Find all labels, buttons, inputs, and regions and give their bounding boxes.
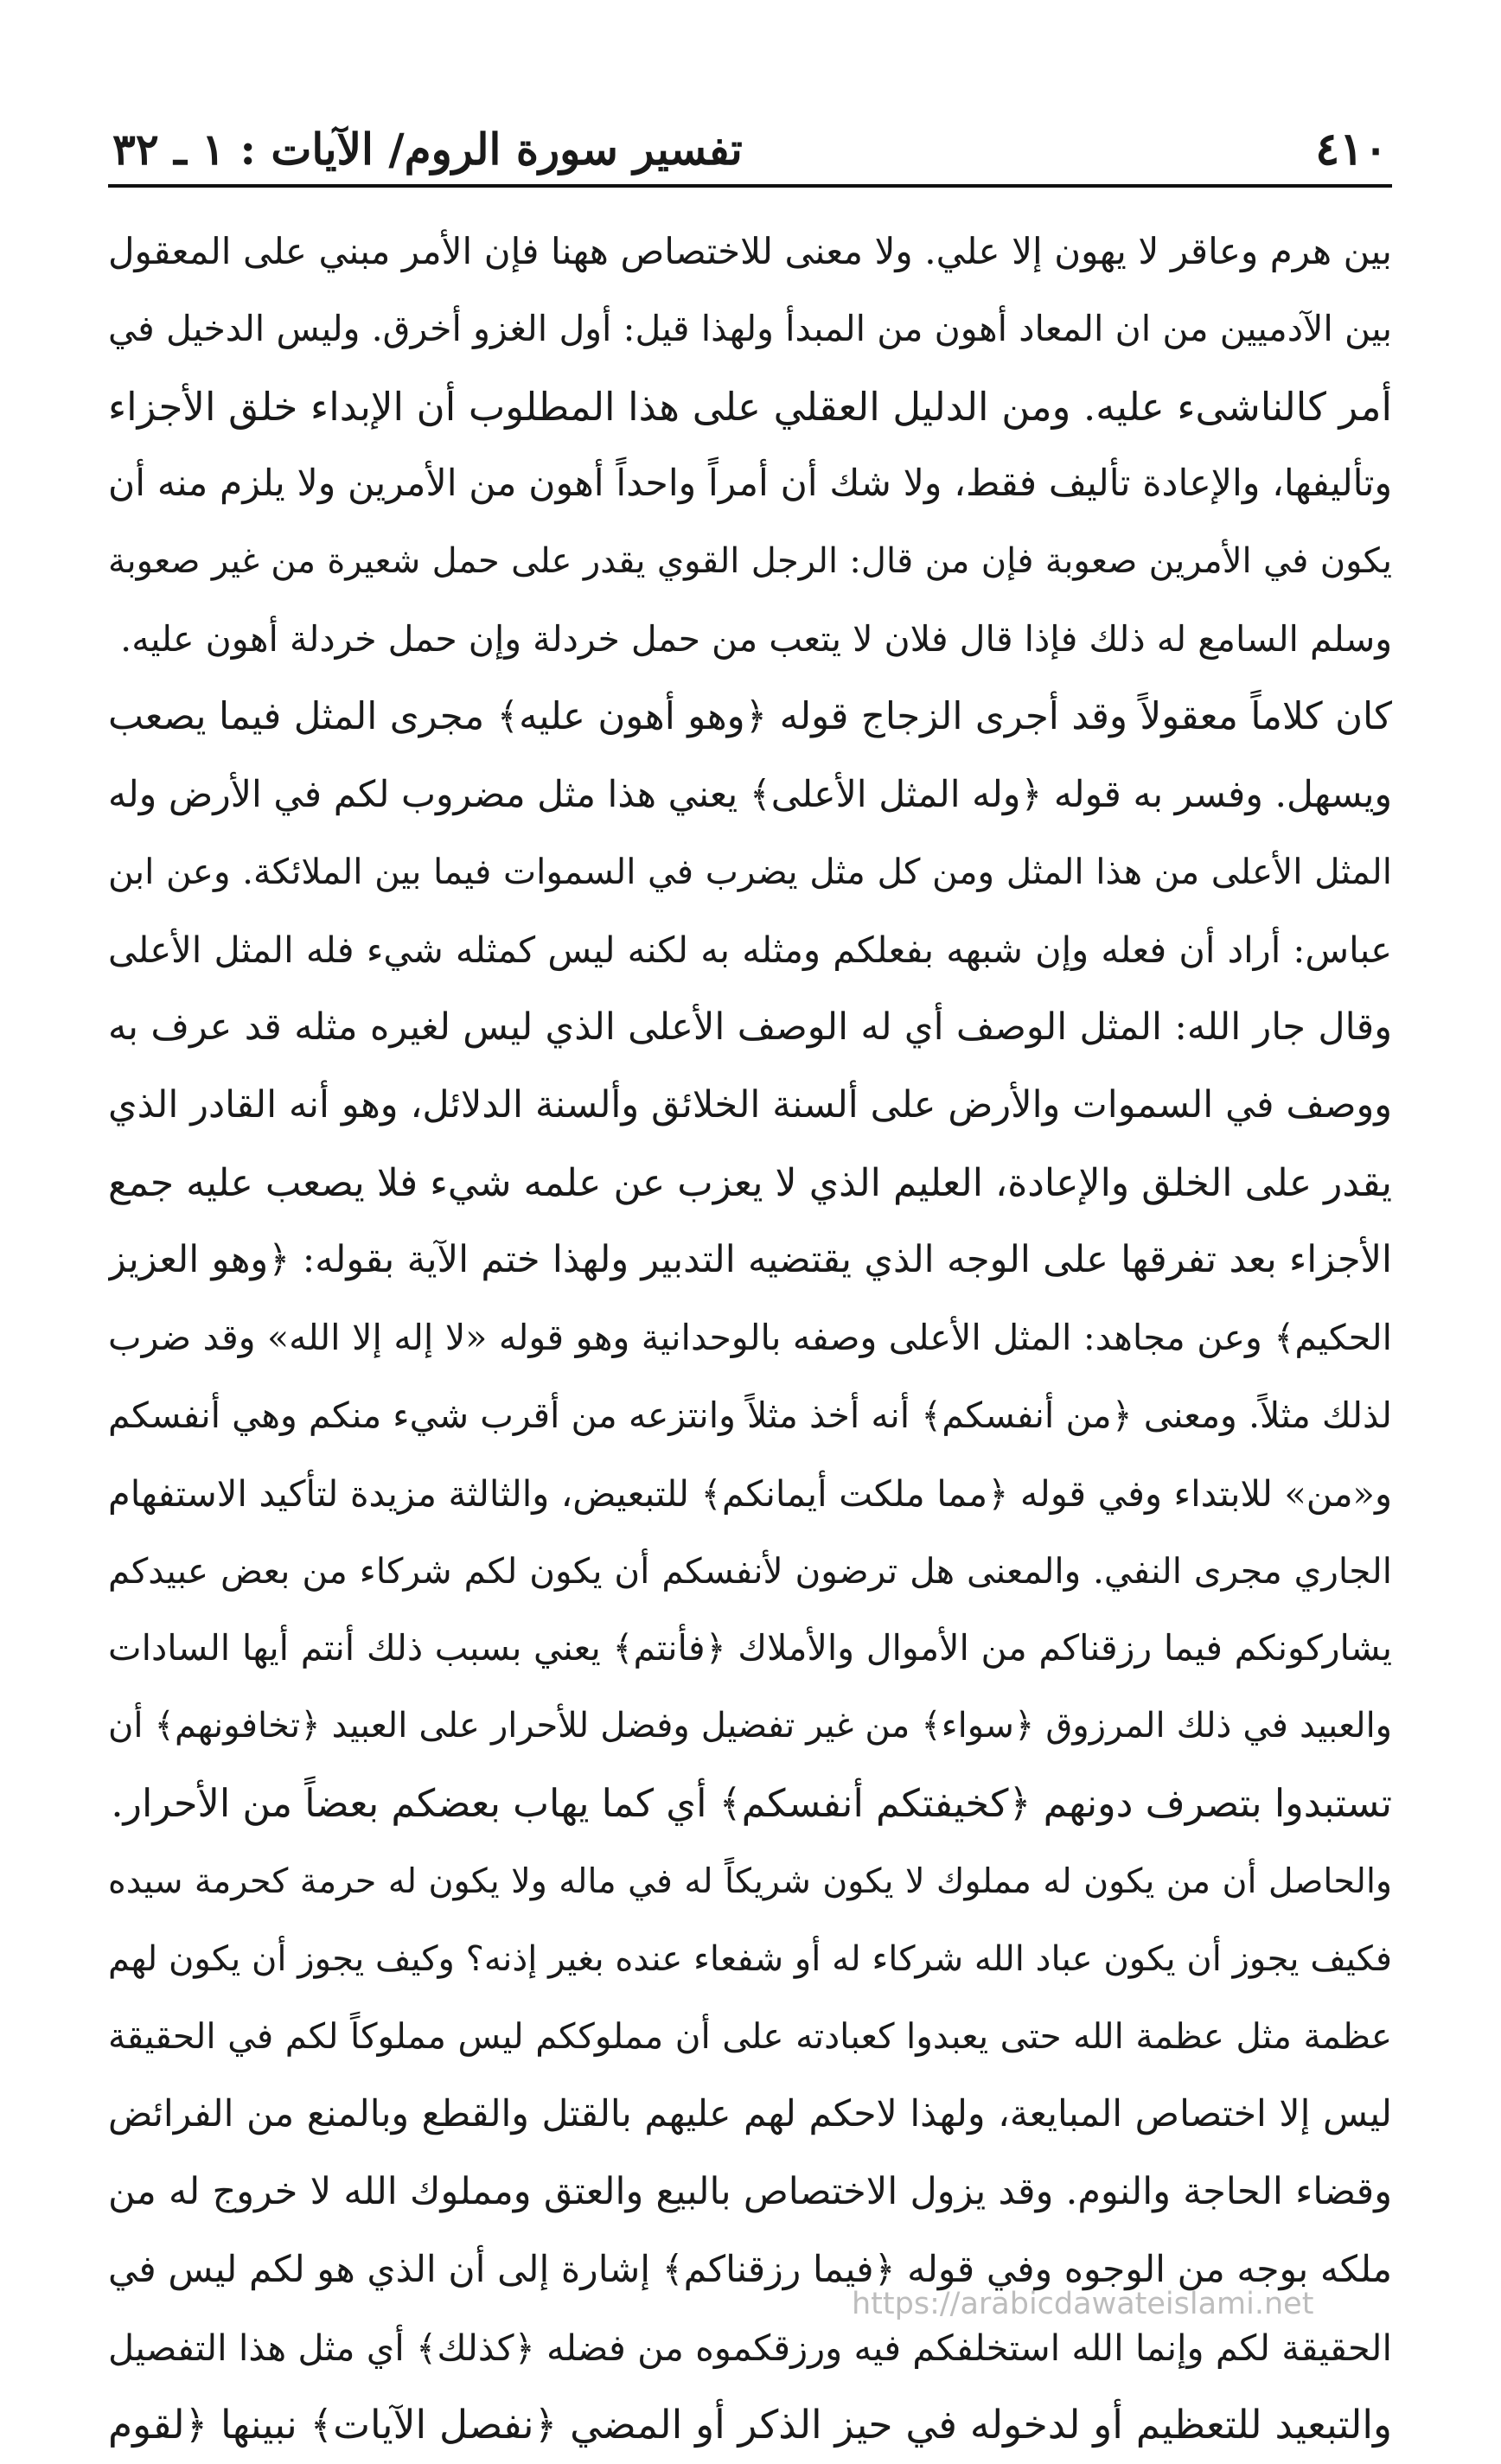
- text-line: يقدر على الخلق والإعادة، العليم الذي لا يعزب عن علمه شيء فلا يصعب عليه جمع: [108, 1160, 1392, 1205]
- text-line: عظمة مثل عظمة الله حتى يعبدوا كعبادته على أن مملوككم ليس مملوكاً لكم في الحقيقة: [108, 2015, 1392, 2058]
- text-line: والعبيد في ذلك المرزوق ﴿سواء﴾ من غير تفضيل وفضل للأحرار على العبيد ﴿تخافونهم﴾ أن: [108, 1706, 1392, 1746]
- running-title: تفسير سورة الروم/ الآيات : ١ ـ ٣٢: [112, 124, 743, 175]
- header-divider: [108, 184, 1392, 188]
- body-text: [108, 213, 1392, 2464]
- text-line: تستبدوا بتصرف دونهم ﴿كخيفتكم أنفسكم﴾ أي كما يهاب بعضكم بعضاً من الأحرار.: [111, 1781, 1392, 1826]
- text-line: بين الآدميين من ان المعاد أهون من المبدأ ولهذا قيل: أول الغزو أخرق. وليس الدخيل في: [108, 307, 1392, 349]
- text-line: كان كلاماً معقولاً وقد أجرى الزجاج قوله ﴿وهو أهون عليه﴾ مجرى المثل فيما يصعب: [108, 694, 1392, 738]
- text-line: أمر كالناشىء عليه. ومن الدليل العقلي على هذا المطلوب أن الإبداء خلق الأجزاء: [108, 383, 1392, 430]
- text-line: بين هرم وعاقر لا يهون إلا علي. ولا معنى للاختصاص ههنا فإن الأمر مبني على المعقول: [108, 230, 1392, 272]
- text-line: يشاركونكم فيما رزقناكم من الأموال والأملاك ﴿فأنتم﴾ يعني بسبب ذلك أنتم أيها السادات: [108, 1627, 1392, 1669]
- text-line: و«من» للابتداء وفي قوله ﴿مما ملكت أيمانكم﴾ للتبعيض، والثالثة مزيدة لتأكيد الاستفهام: [108, 1471, 1392, 1515]
- text-line: ليس إلا اختصاص المبايعة، ولهذا لاحكم لهم عليهم بالقتل والقطع وبالمنع من الفرائض: [108, 2093, 1392, 2136]
- text-line: عباس: أراد أن فعله وإن شبهه بفعلكم ومثله به لكنه ليس كمثله شيء فله المثل الأعلى: [108, 929, 1392, 972]
- text-line: ويسهل. وفسر به قوله ﴿وله المثل الأعلى﴾ يعني هذا مثل مضروب لكم في الأرض وله: [108, 773, 1392, 816]
- text-line: والحاصل أن من يكون له مملوك لا يكون شريكاً له في ماله ولا يكون له حرمة كحرمة سيده: [108, 1861, 1392, 1901]
- text-line: الحقيقة لكم وإنما الله استخلفكم فيه ورزقكموه من فضله ﴿كذلك﴾ أي مثل هذا التفصيل: [108, 2326, 1392, 2369]
- text-line: لذلك مثلاً. ومعنى ﴿من أنفسكم﴾ أنه أخذ مثلاً وانتزعه من أقرب شيء منكم وهي أنفسكم: [108, 1394, 1392, 1436]
- text-line: وتأليفها، والإعادة تأليف فقط، ولا شك أن أمراً واحداً أهون من الأمرين ولا يلزم منه أن: [108, 463, 1392, 506]
- watermark-url: https://arabicdawateislami.net: [852, 2287, 1314, 2321]
- text-line: فكيف يجوز أن يكون عباد الله شركاء له أو شفعاء عنده بغير إذنه؟ وكيف يجوز أن يكون لهم: [108, 1938, 1392, 1979]
- text-line: الأجزاء بعد تفرقها على الوجه الذي يقتضيه التدبير ولهذا ختم الآية بقوله: ﴿وهو العزيز: [108, 1238, 1392, 1282]
- text-line: وسلم السامع له ذلك فإذا قال فلان لا يتعب من حمل خردلة وإن حمل خردلة أهون عليه.: [120, 617, 1392, 660]
- text-line: وقال جار الله: المثل الوصف أي له الوصف الأعلى الذي ليس لغيره مثله قد عرف به: [108, 1005, 1392, 1049]
- text-line: يكون في الأمرين صعوبة فإن من قال: الرجل القوي يقدر على حمل شعيرة من غير صعوبة: [108, 541, 1392, 582]
- page-header: [112, 119, 1388, 188]
- text-line: المثل الأعلى من هذا المثل ومن كل مثل يضرب في السموات فيما بين الملائكة. وعن ابن: [108, 851, 1392, 893]
- text-line: الحكيم﴾ وعن مجاهد: المثل الأعلى وصفه بالوحدانية وهو قوله «لا إله إلا الله» وقد ضرب: [108, 1317, 1392, 1359]
- text-line: والتبعيد للتعظيم أو لدخوله في حيز الذكر أو المضي ﴿نفصل الآيات﴾ نبينها ﴿لقوم: [108, 2402, 1392, 2448]
- text-line: وقضاء الحاجة والنوم. وقد يزول الاختصاص بالبيع والعتق ومملوك الله لا خروج له من: [108, 2169, 1392, 2213]
- text-line: ووصف في السموات والأرض على ألسنة الخلائق وألسنة الدلائل، وهو أنه القادر الذي: [108, 1082, 1392, 1127]
- page-number: ٤١٠: [1315, 123, 1388, 176]
- text-line: ملكه بوجه من الوجوه وفي قوله ﴿فيما رزقناكم﴾ إشارة إلى أن الذي هو لكم ليس في: [108, 2248, 1392, 2291]
- text-line: الجاري مجرى النفي. والمعنى هل ترضون لأنفسكم أن يكون لكم شركاء من بعض عبيدكم: [108, 1549, 1392, 1592]
